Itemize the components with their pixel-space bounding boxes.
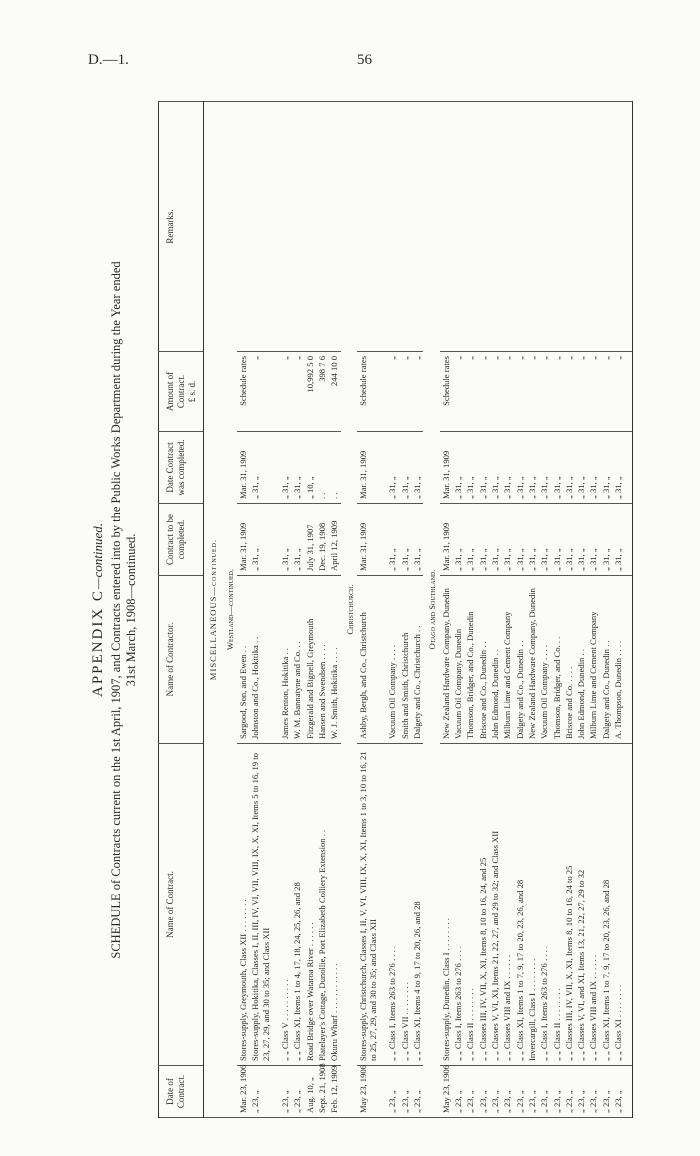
contractor-cell: New Zealand Hardware Company, Dunedin bbox=[526, 576, 538, 744]
page-number: 56 bbox=[357, 52, 372, 68]
spacer-cell bbox=[272, 352, 279, 432]
section-heading-text: Christchurch. bbox=[341, 102, 357, 1118]
table-row bbox=[501, 102, 513, 1118]
to-complete-cell: „ 31, „ bbox=[501, 504, 513, 576]
table-row bbox=[237, 102, 249, 1118]
section-heading bbox=[204, 102, 221, 1118]
completed-cell: „ 31, „ bbox=[587, 432, 599, 504]
date-cell: May 23, 1906 bbox=[357, 1066, 380, 1118]
date-cell: Mar. 23, 1906 bbox=[237, 1066, 249, 1118]
to-complete-cell: „ 31, „ bbox=[452, 504, 464, 576]
table-row bbox=[464, 102, 476, 1118]
completed-cell: „ 31, „ bbox=[464, 432, 476, 504]
remarks-cell bbox=[575, 102, 587, 352]
contractor-cell: James Renton, Hokitika . . bbox=[279, 576, 291, 744]
table-row bbox=[304, 102, 316, 1118]
remarks-cell bbox=[489, 102, 501, 352]
contract-cell: Platelayer's Cottage, Dunollie, Port Elizabeth Colliery Extension . . bbox=[316, 744, 328, 1066]
amount-cell: 244 10 0 bbox=[328, 352, 340, 432]
date-cell: „ 23, „ bbox=[551, 1066, 563, 1118]
appendix-title: APPENDIX C—continued. bbox=[90, 523, 106, 698]
amount-cell: Schedule rates bbox=[237, 352, 249, 432]
amount-cell: Schedule rates bbox=[440, 352, 452, 432]
contract-cell: „ „ Class II . . . . . . . . bbox=[551, 744, 563, 1066]
col-date-of-contract: Date of Contract. bbox=[159, 1066, 204, 1118]
to-complete-cell: „ 31, „ bbox=[399, 504, 411, 576]
completed-cell: „ 31, „ bbox=[489, 432, 501, 504]
to-complete-cell: „ 31, „ bbox=[291, 504, 303, 576]
schedule-title: SCHEDULE of Contracts current on the 1st April, 1907, and Contracts entered into by the Public Works Department during the Year ended bbox=[109, 261, 123, 959]
contract-cell: „ „ Class XI, Items 1 to 7, 9, 17 to 20, 23, 26, and 28 bbox=[514, 744, 526, 1066]
contract-cell: „ „ Classes III, IV, VII, X, XI, Items 8, 10 to 16, 24 to 25 bbox=[563, 744, 575, 1066]
to-complete-cell: „ 31, „ bbox=[279, 504, 291, 576]
table-row bbox=[279, 102, 291, 1118]
amount-cell: „ bbox=[279, 352, 291, 432]
amount-cell: „ bbox=[563, 352, 575, 432]
contract-cell: Okuru Wharf . . . . . . . . . . . . bbox=[328, 744, 340, 1066]
amount-cell: 398 7 6 bbox=[316, 352, 328, 432]
contractor-cell: A. Thompson, Dunedin . . . . bbox=[612, 576, 624, 744]
table-end-row bbox=[624, 102, 633, 1118]
end-cell bbox=[624, 1066, 633, 1118]
end-cell bbox=[624, 744, 633, 1066]
spacer-cell bbox=[379, 504, 386, 576]
date-cell: „ 23, „ bbox=[587, 1066, 599, 1118]
table-row bbox=[316, 102, 328, 1118]
completed-cell: „ 31, „ bbox=[399, 432, 411, 504]
contractor-cell: Thomson, Bridger, and Co., Dunedin bbox=[464, 576, 476, 744]
col-contract-to-complete: Contract to be completed. bbox=[159, 504, 204, 576]
amount-cell: 10,992 5 0 bbox=[304, 352, 316, 432]
to-complete-cell: „ 31, „ bbox=[489, 504, 501, 576]
amount-cell: „ bbox=[551, 352, 563, 432]
completed-cell: „ 31, „ bbox=[477, 432, 489, 504]
remarks-cell bbox=[304, 102, 316, 352]
to-complete-cell: Mar. 31, 1909 bbox=[440, 504, 452, 576]
contract-cell: Stores-supply, Greymouth, Class XII . . . . . . . . bbox=[237, 744, 249, 1066]
completed-cell: „ 31, „ bbox=[501, 432, 513, 504]
table-row bbox=[575, 102, 587, 1118]
completed-cell: „ 31, „ bbox=[538, 432, 550, 504]
table-row bbox=[291, 102, 303, 1118]
amount-cell: „ bbox=[291, 352, 303, 432]
to-complete-cell: „ 31, „ bbox=[575, 504, 587, 576]
date-cell: „ 23, „ bbox=[538, 1066, 550, 1118]
contractor-cell: Ashby, Bergh, and Co., Christchurch bbox=[357, 576, 380, 744]
col-amount: Amount of Contract. £ s. d. bbox=[159, 352, 204, 432]
amount-cell: „ bbox=[464, 352, 476, 432]
remarks-cell bbox=[386, 102, 398, 352]
contractor-cell: Dalgety and Co., Dunedin . . bbox=[514, 576, 526, 744]
spacer-row bbox=[379, 102, 386, 1118]
spacer-row bbox=[272, 102, 279, 1118]
remarks-cell bbox=[501, 102, 513, 352]
completed-cell: „ 10, „ bbox=[304, 432, 316, 504]
remarks-cell bbox=[551, 102, 563, 352]
contract-cell: „ „ Classes V, VI, XI, Items 21, 22, 27, and 29 to 32; and Class XII bbox=[489, 744, 501, 1066]
contract-cell: Stores-supply, Dunedin, Class I . . . . . . . . bbox=[440, 744, 452, 1066]
spacer-cell bbox=[272, 504, 279, 576]
spacer-cell bbox=[272, 576, 279, 744]
date-cell: „ 23, „ bbox=[477, 1066, 489, 1118]
table-row bbox=[587, 102, 599, 1118]
to-complete-cell: „ 31, „ bbox=[538, 504, 550, 576]
table-header-row bbox=[159, 102, 204, 1118]
completed-cell: „ 31, „ bbox=[514, 432, 526, 504]
end-cell bbox=[624, 432, 633, 504]
contract-cell: Road Bridge over Wataroa River . . . . . . bbox=[304, 744, 316, 1066]
table-row bbox=[249, 102, 272, 1118]
contract-cell: „ „ Classes III, IV, VII, X, XI, Items 8, 10 to 16, 24, and 25 bbox=[477, 744, 489, 1066]
date-cell: „ 23, „ bbox=[526, 1066, 538, 1118]
remarks-cell bbox=[600, 102, 612, 352]
table-row bbox=[386, 102, 398, 1118]
section-heading bbox=[423, 102, 439, 1118]
date-cell: „ 23, „ bbox=[249, 1066, 272, 1118]
amount-cell: „ bbox=[249, 352, 272, 432]
to-complete-cell: „ 31, „ bbox=[514, 504, 526, 576]
contractor-cell: Vacuum Oil Company, Dunedin bbox=[452, 576, 464, 744]
amount-cell: „ bbox=[411, 352, 423, 432]
contractor-cell: Vacuum Oil Company . . . . bbox=[386, 576, 398, 744]
spacer-cell bbox=[379, 352, 386, 432]
completed-cell: Mar. 31, 1909 bbox=[440, 432, 452, 504]
remarks-cell bbox=[563, 102, 575, 352]
table-row bbox=[477, 102, 489, 1118]
contract-cell: „ „ Class VII . . . . . . . . bbox=[399, 744, 411, 1066]
contractor-cell: Fitzgerald and Bignell, Greymouth bbox=[304, 576, 316, 744]
rotated-page bbox=[78, 102, 638, 1118]
series-code: D.—1. bbox=[88, 52, 129, 68]
to-complete-cell: July 31, 1907 bbox=[304, 504, 316, 576]
amount-cell: „ bbox=[386, 352, 398, 432]
table-row bbox=[411, 102, 423, 1118]
remarks-cell bbox=[440, 102, 452, 352]
to-complete-cell: „ 31, „ bbox=[386, 504, 398, 576]
completed-cell: „ 31, „ bbox=[386, 432, 398, 504]
amount-cell: „ bbox=[477, 352, 489, 432]
end-cell bbox=[624, 352, 633, 432]
spacer-cell bbox=[272, 1066, 279, 1118]
schedule-title-cont: 31st March, 1908—continued. bbox=[124, 533, 138, 687]
to-complete-cell: „ 31, „ bbox=[600, 504, 612, 576]
table-row bbox=[526, 102, 538, 1118]
table-row bbox=[452, 102, 464, 1118]
completed-cell: „ 31, „ bbox=[291, 432, 303, 504]
col-date-completed: Date Contract was completed. bbox=[159, 432, 204, 504]
date-cell: „ 23, „ bbox=[563, 1066, 575, 1118]
completed-cell: . . bbox=[316, 432, 328, 504]
spacer-cell bbox=[379, 576, 386, 744]
contract-cell: Stores-supply, Hokitika, Classes I, II, III, IV, VI, VII, VIII, IX, X, XI, Items 5 to 16, 19 to 23, 27, 29, and 30 to 35; and Class XII bbox=[249, 744, 272, 1066]
contract-cell: „ „ Class I, Items 263 to 276 . . . . bbox=[452, 744, 464, 1066]
remarks-cell bbox=[612, 102, 624, 352]
contract-cell: „ „ Classes VIII and IX . . . . . . bbox=[587, 744, 599, 1066]
table-row bbox=[357, 102, 380, 1118]
amount-cell: „ bbox=[489, 352, 501, 432]
amount-cell: Schedule rates bbox=[357, 352, 380, 432]
end-cell bbox=[624, 504, 633, 576]
table-row bbox=[440, 102, 452, 1118]
to-complete-cell: „ 31, „ bbox=[477, 504, 489, 576]
remarks-cell bbox=[237, 102, 249, 352]
completed-cell: „ 31, „ bbox=[600, 432, 612, 504]
remarks-cell bbox=[526, 102, 538, 352]
amount-units: £ s. d. bbox=[186, 380, 197, 403]
remarks-cell bbox=[291, 102, 303, 352]
completed-cell: „ 31, „ bbox=[575, 432, 587, 504]
contractor-cell: Hansen and Swendsen . . . . bbox=[316, 576, 328, 744]
contract-cell: „ „ Class XI, Items 1 to 7, 9, 17 to 20, 23, 26, and 28 bbox=[600, 744, 612, 1066]
date-cell: „ 23, „ bbox=[612, 1066, 624, 1118]
completed-cell: „ 31, „ bbox=[526, 432, 538, 504]
amount-cell: „ bbox=[612, 352, 624, 432]
date-cell: „ 23, „ bbox=[386, 1066, 398, 1118]
contract-cell: „ „ Class I, Items 263 to 276 . . . . bbox=[538, 744, 550, 1066]
remarks-cell bbox=[279, 102, 291, 352]
date-cell: May 23, 1906 bbox=[440, 1066, 452, 1118]
contractor-cell: Thomson, Bridger, and Co. . . bbox=[551, 576, 563, 744]
contractor-cell: Milburn Lime and Cement Company bbox=[587, 576, 599, 744]
amount-cell: „ bbox=[600, 352, 612, 432]
remarks-cell bbox=[328, 102, 340, 352]
col-name-of-contractor: Name of Contractor. bbox=[159, 576, 204, 744]
spacer-cell bbox=[379, 102, 386, 352]
contractor-cell: Johnston and Co., Hokitika . . bbox=[249, 576, 272, 744]
contractor-cell: Dalgety and Co., Christchurch . . bbox=[411, 576, 423, 744]
date-cell: „ 23, „ bbox=[600, 1066, 612, 1118]
to-complete-cell: „ 31, „ bbox=[551, 504, 563, 576]
contractor-cell: W. M. Bannatyne and Co. . . bbox=[291, 576, 303, 744]
spacer-cell bbox=[379, 1066, 386, 1118]
contractor-cell: Dalgety and Co., Dunedin . . bbox=[600, 576, 612, 744]
spacer-cell bbox=[379, 744, 386, 1066]
date-cell: „ 23, „ bbox=[464, 1066, 476, 1118]
end-cell bbox=[624, 576, 633, 744]
to-complete-cell: April 12, 1909 bbox=[328, 504, 340, 576]
contractor-cell: John Edmond, Dunedin . . bbox=[575, 576, 587, 744]
amount-cell: „ bbox=[452, 352, 464, 432]
contract-cell: „ „ Class V . . . . . . . . . . bbox=[279, 744, 291, 1066]
to-complete-cell: „ 31, „ bbox=[411, 504, 423, 576]
amount-cell: „ bbox=[514, 352, 526, 432]
remarks-cell bbox=[514, 102, 526, 352]
remarks-cell bbox=[411, 102, 423, 352]
contract-cell: „ „ Class XI, Items 4 to 9, 17 to 20, 26, and 28 bbox=[411, 744, 423, 1066]
amount-cell: „ bbox=[526, 352, 538, 432]
to-complete-cell: „ 31, „ bbox=[563, 504, 575, 576]
remarks-cell bbox=[587, 102, 599, 352]
col-remarks: Remarks. bbox=[159, 102, 204, 352]
remarks-cell bbox=[538, 102, 550, 352]
completed-cell: . . bbox=[328, 432, 340, 504]
remarks-cell bbox=[357, 102, 380, 352]
section-heading bbox=[341, 102, 357, 1118]
remarks-cell bbox=[452, 102, 464, 352]
contract-cell: „ „ Classes V, VI, and XI, Items 13, 21, 22, 27, 29 to 32 bbox=[575, 744, 587, 1066]
amount-cell: „ bbox=[501, 352, 513, 432]
table-row bbox=[538, 102, 550, 1118]
to-complete-cell: „ 31, „ bbox=[587, 504, 599, 576]
date-cell: „ 23, „ bbox=[452, 1066, 464, 1118]
title-block bbox=[90, 102, 139, 1118]
date-cell: Aug. 10, „ bbox=[304, 1066, 316, 1118]
contractor-cell: Briscoe and Co., Dunedin . . bbox=[477, 576, 489, 744]
remarks-cell bbox=[399, 102, 411, 352]
contract-cell: Invercargill, Class I . . . . . . . . bbox=[526, 744, 538, 1066]
spacer-cell bbox=[379, 432, 386, 504]
to-complete-cell: Mar. 31, 1909 bbox=[357, 504, 380, 576]
date-cell: „ 23, „ bbox=[514, 1066, 526, 1118]
contract-cell: „ „ Class II . . . . . . . . bbox=[464, 744, 476, 1066]
date-cell: „ 23, „ bbox=[489, 1066, 501, 1118]
section-heading-text: Otago and Southland. bbox=[423, 102, 439, 1118]
date-cell: „ 23, „ bbox=[575, 1066, 587, 1118]
date-cell: „ 23, „ bbox=[399, 1066, 411, 1118]
section-heading bbox=[221, 102, 237, 1118]
spacer-cell bbox=[272, 432, 279, 504]
amount-cell: „ bbox=[587, 352, 599, 432]
to-complete-cell: „ 31, „ bbox=[612, 504, 624, 576]
completed-cell: „ 31, „ bbox=[612, 432, 624, 504]
end-cell bbox=[624, 102, 633, 352]
completed-cell: „ 31, „ bbox=[279, 432, 291, 504]
table-row bbox=[514, 102, 526, 1118]
completed-cell: „ 31, „ bbox=[551, 432, 563, 504]
table-row bbox=[612, 102, 624, 1118]
contractor-cell: Milburn Lime and Cement Company bbox=[501, 576, 513, 744]
contractor-cell: John Edmond, Dunedin . . bbox=[489, 576, 501, 744]
contractor-cell: Smith and Smith, Christchurch bbox=[399, 576, 411, 744]
amount-cell: „ bbox=[538, 352, 550, 432]
date-cell: „ 23, „ bbox=[411, 1066, 423, 1118]
contract-cell: „ „ Class XI, Items 1 to 4, 17, 18, 24, 25, 26, and 28 bbox=[291, 744, 303, 1066]
contract-cell: „ „ Class XI . . . . . . . . bbox=[612, 744, 624, 1066]
contractor-cell: W. J. Smith, Hokitika . . . . bbox=[328, 576, 340, 744]
date-cell: „ 23, „ bbox=[291, 1066, 303, 1118]
contractor-cell: Sargood, Son, and Ewen . . bbox=[237, 576, 249, 744]
section-heading-text: Westland—continued. bbox=[221, 102, 237, 1118]
remarks-cell bbox=[477, 102, 489, 352]
to-complete-cell: Mar. 31, 1909 bbox=[237, 504, 249, 576]
table-row bbox=[399, 102, 411, 1118]
amount-cell: „ bbox=[575, 352, 587, 432]
table-row bbox=[600, 102, 612, 1118]
to-complete-cell: Dec. 19, 1908 bbox=[316, 504, 328, 576]
completed-cell: „ 31, „ bbox=[249, 432, 272, 504]
date-cell: Feb. 12, 1909 bbox=[328, 1066, 340, 1118]
date-cell: Sept. 21, 1908 bbox=[316, 1066, 328, 1118]
col-name-of-contract: Name of Contract. bbox=[159, 744, 204, 1066]
contract-cell: „ „ Class I, Items 263 to 276 . . . . bbox=[386, 744, 398, 1066]
completed-cell: „ 31, „ bbox=[452, 432, 464, 504]
completed-cell: Mar. 31, 1909 bbox=[357, 432, 380, 504]
section-heading-text: MISCELLANEOUS—continued. bbox=[204, 102, 221, 1118]
table-row bbox=[551, 102, 563, 1118]
completed-cell: „ 31, „ bbox=[563, 432, 575, 504]
to-complete-cell: „ 31, „ bbox=[249, 504, 272, 576]
contractor-cell: Briscoe and Co. . . . . bbox=[563, 576, 575, 744]
remarks-cell bbox=[316, 102, 328, 352]
table-row bbox=[563, 102, 575, 1118]
contractor-cell: Vacuum Oil Company . . . . bbox=[538, 576, 550, 744]
to-complete-cell: „ 31, „ bbox=[526, 504, 538, 576]
to-complete-cell: „ 31, „ bbox=[464, 504, 476, 576]
completed-cell: „ 31, „ bbox=[411, 432, 423, 504]
date-cell: „ 23, „ bbox=[279, 1066, 291, 1118]
spacer-cell bbox=[272, 744, 279, 1066]
contracts-table bbox=[158, 101, 633, 1118]
table-row bbox=[489, 102, 501, 1118]
remarks-cell bbox=[249, 102, 272, 352]
amount-cell: „ bbox=[399, 352, 411, 432]
remarks-cell bbox=[464, 102, 476, 352]
contract-cell: „ „ Classes VIII and IX . . . . . . bbox=[501, 744, 513, 1066]
table-body bbox=[204, 102, 633, 1118]
contract-cell: Stores-supply, Christchurch, Classes I, II, V, VI, VIII, IX, X, XI, Items 1 to 3, 10 to 16, 21 to 25, 27, 29, and 30 to 35; and Class XII bbox=[357, 744, 380, 1066]
contractor-cell: New Zealand Hardware Company, Dunedin bbox=[440, 576, 452, 744]
spacer-cell bbox=[272, 102, 279, 352]
date-cell: „ 23, „ bbox=[501, 1066, 513, 1118]
completed-cell: Mar. 31, 1909 bbox=[237, 432, 249, 504]
table-row bbox=[328, 102, 340, 1118]
